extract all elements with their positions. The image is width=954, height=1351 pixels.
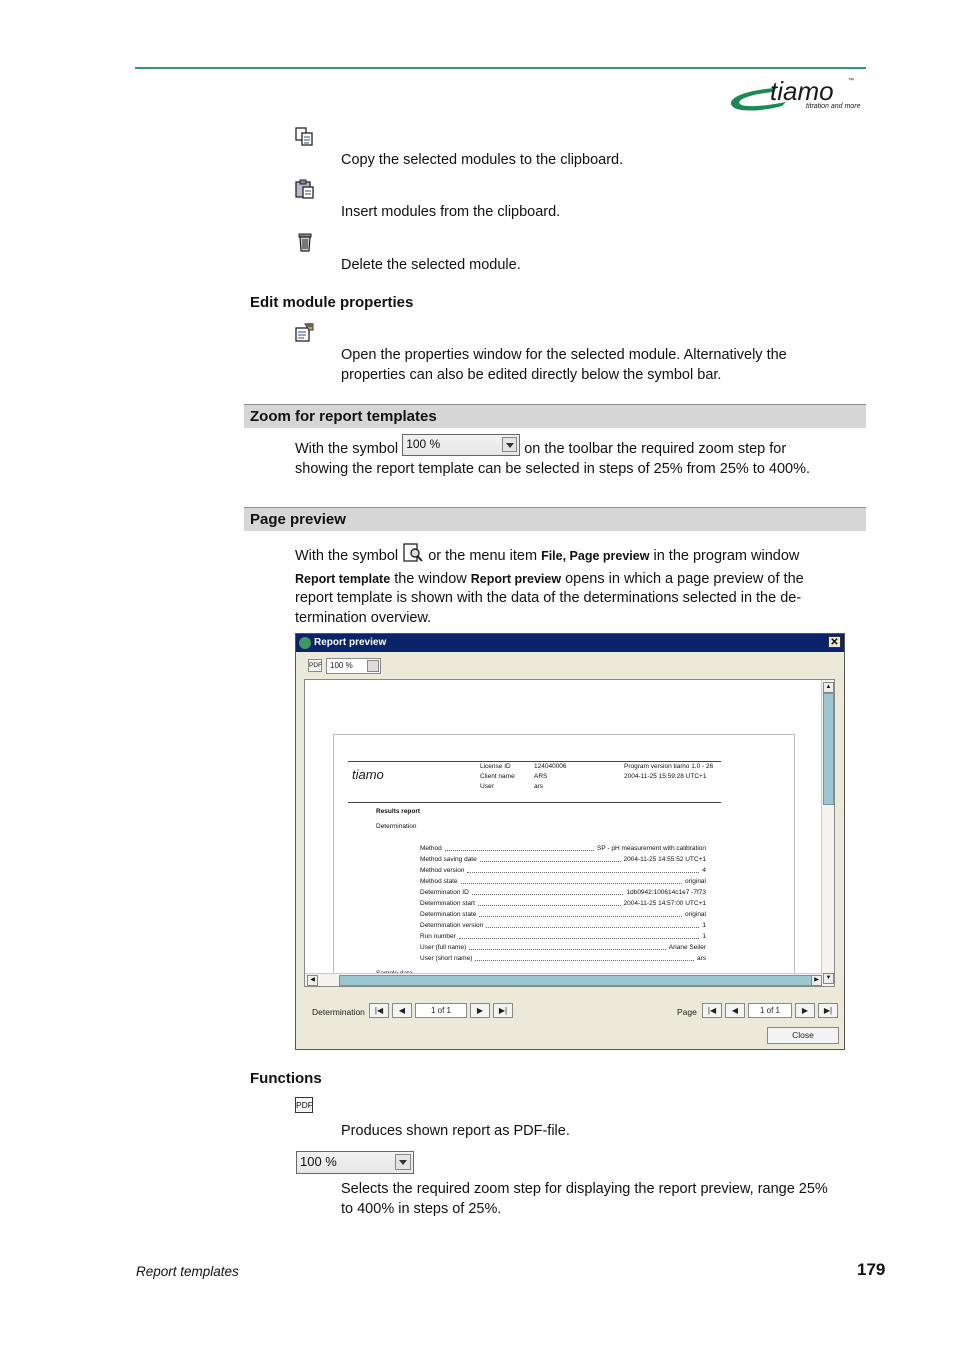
report-row [420,843,706,854]
dot-leader [467,865,699,873]
properties-icon [295,322,315,347]
report-row-value: 2004-11-25 14:55:52 UTC+1 [623,856,706,863]
report-row-value: 1 [702,933,706,940]
report-row-value: original [685,878,706,885]
trash-icon [295,232,315,257]
page-first-button[interactable]: |◀ [702,1003,722,1018]
dot-leader [475,953,694,961]
report-row-value: ars [696,955,706,962]
dot-leader [461,876,682,884]
zoom-select-function[interactable]: 100 % [296,1151,414,1174]
vertical-scrollbar[interactable] [821,680,834,986]
report-row-label: Method [420,845,442,852]
chevron-down-icon [367,660,379,672]
copy-description: Copy the selected modules to the clipboard. [341,152,624,168]
report-row [420,854,706,865]
report-row-value: 2004-11-25 14:57:00 UTC+1 [623,900,706,907]
zoom-section-text: With the symbol 100 % on the toolbar the required zoom step for showing the report template can be selected in steps of 25% from 25% to 400%. [295,440,865,479]
paste-icon [295,179,315,204]
page-preview-text: With the symbol or the menu item File, Page preview in the program window Report template the window Report preview opens in which a page preview of the report template is shown with the data of the determinations selected in the de- termination overview. [295,543,855,628]
copy-icon [295,127,315,152]
tiamo-logo [726,72,868,116]
pdf-button[interactable]: PDF [308,659,322,672]
chevron-down-icon [502,437,517,452]
report-row-label: Run number [420,933,456,940]
svg-text:™: ™ [848,78,854,84]
dot-leader [479,909,682,917]
report-row [420,876,706,887]
report-logo: tiamo [352,767,384,782]
scroll-down-icon[interactable]: ▼ [823,973,834,984]
page-label: Page [677,1007,697,1017]
page-preview-heading: Page preview [244,507,866,531]
report-row-label: User (full name) [420,944,467,951]
determination-last-button[interactable]: ▶| [493,1003,513,1018]
report-row-value: 4 [702,867,706,874]
determination-prev-button[interactable]: ◀ [392,1003,412,1018]
footer-section-title: Report templates [136,1264,239,1279]
window-titlebar: Report preview ✕ [296,634,844,652]
svg-text:tiamo: tiamo [770,76,834,106]
edit-properties-description: Open the properties window for the selected module. Alternatively the properties can also be edited directly below the symbol bar. [341,347,787,383]
report-page [333,734,795,987]
report-rows [420,843,706,964]
page-next-button[interactable]: ▶ [795,1003,815,1018]
determination-page-field[interactable]: 1 of 1 [415,1003,467,1018]
dot-leader [445,843,594,851]
dot-leader [486,920,699,928]
page-number: 179 [857,1260,886,1279]
report-section: Determination [376,823,417,830]
report-row [420,865,706,876]
scroll-right-icon[interactable]: ▶ [811,975,822,986]
dot-leader [480,854,621,862]
report-row-label: Determination version [420,922,484,929]
report-row-value: 1db0942:100614c1e7 -7f73 [626,889,706,896]
edit-properties-heading: Edit module properties [250,294,414,311]
report-row-label: Method state [420,878,458,885]
preview-viewport[interactable] [304,679,835,987]
horizontal-scrollbar[interactable] [305,973,823,986]
report-row [420,931,706,942]
horizontal-scroll-thumb[interactable] [339,975,813,986]
report-row [420,887,706,898]
report-row [420,942,706,953]
chevron-down-icon [395,1154,411,1170]
dot-leader [459,931,700,939]
report-row-value: SP - pH measurement with calibration [597,845,706,852]
report-row-label: Determination state [420,911,477,918]
functions-heading: Functions [250,1070,322,1087]
determination-first-button[interactable]: |◀ [369,1003,389,1018]
report-row-value: Ariane Seiler [668,944,706,951]
delete-description: Delete the selected module. [341,257,521,273]
dot-leader [478,898,621,906]
zoom-select[interactable]: 100 % [326,658,381,674]
report-header-col1: License ID Client name User [480,763,515,790]
report-row-value: 1 [702,922,706,929]
page-field[interactable]: 1 of 1 [748,1003,792,1018]
dot-leader [472,887,624,895]
report-row-label: Method saving date [420,856,477,863]
report-row [420,920,706,931]
close-button[interactable]: Close [767,1027,839,1044]
report-row [420,953,706,964]
report-row-label: Determination start [420,900,475,907]
report-row-label: User (short name) [420,955,473,962]
report-header-col3: Program version tiamo 1.0 - 26 2004-11-25 15:59:28 UTC+1 [624,763,714,780]
pdf-icon: PDF [295,1097,313,1113]
scroll-left-icon[interactable]: ◀ [307,975,318,986]
svg-text:titration and more: titration and more [806,103,861,110]
page-last-button[interactable]: ▶| [818,1003,838,1018]
paste-description: Insert modules from the clipboard. [341,204,561,220]
report-row [420,909,706,920]
report-header-col2: 124040006 ARS ars [534,763,567,790]
report-title: Results report [376,808,421,815]
report-row-label: Determination ID [420,889,469,896]
dot-leader [469,942,666,950]
vertical-scroll-thumb[interactable] [823,693,834,805]
page-preview-icon [402,543,424,570]
determination-next-button[interactable]: ▶ [470,1003,490,1018]
window-close-button[interactable]: ✕ [828,636,841,648]
zoom-select-inline[interactable]: 100 % [402,434,520,456]
zoom-description: Selects the required zoom step for displaying the report preview, range 25% to 400% in steps of 25%. [341,1181,828,1217]
page-prev-button[interactable]: ◀ [725,1003,745,1018]
app-icon [299,637,311,649]
header-rule [135,67,866,69]
report-row-value: original [685,911,706,918]
determination-label: Determination [312,1007,365,1017]
report-row [420,898,706,909]
report-row-label: Method version [420,867,465,874]
zoom-section-heading: Zoom for report templates [244,404,866,428]
report-preview-window [295,633,845,1050]
scroll-up-icon[interactable]: ▲ [823,682,834,693]
pdf-description: Produces shown report as PDF-file. [341,1123,570,1139]
